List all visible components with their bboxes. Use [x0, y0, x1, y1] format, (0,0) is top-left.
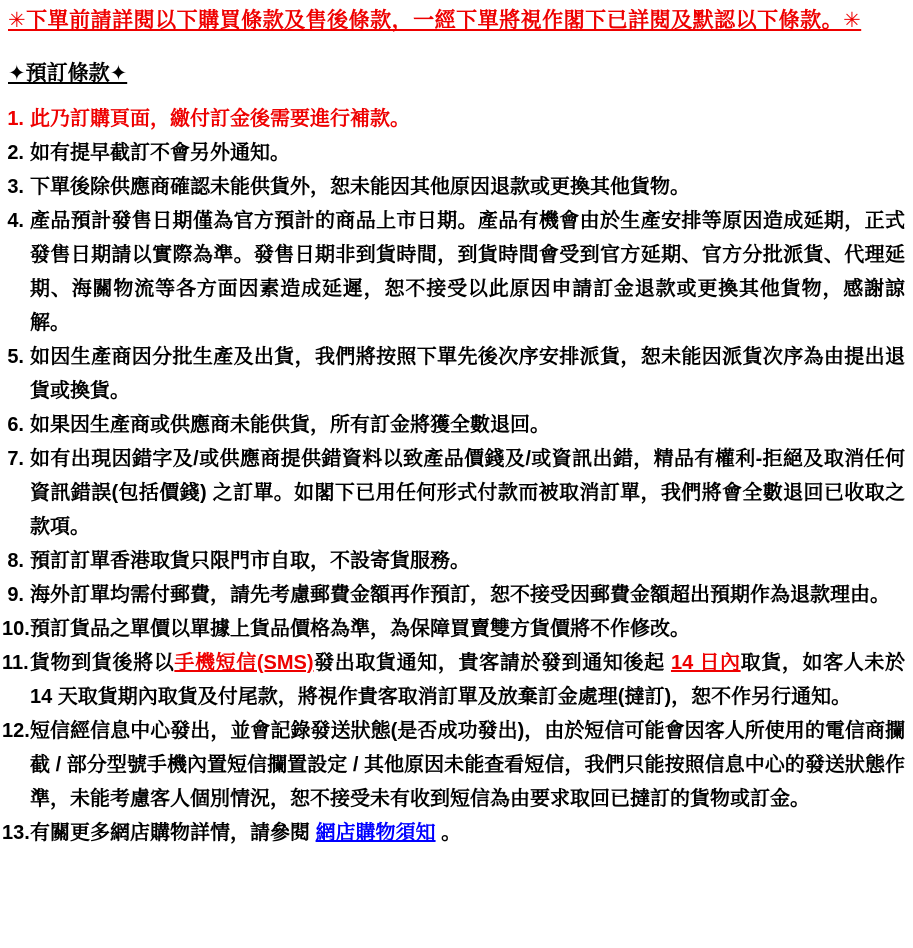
term-item-6	[2, 408, 905, 442]
item-text: 如因生產商因分批生產及出貨，我們將按照下單先後次序安排派貨，恕未能因派貨次序為由提出退貨或換貨。	[30, 346, 905, 402]
item-number: 3.	[7, 176, 24, 198]
item-text: 產品預計發售日期僅為官方預計的商品上市日期。產品有機會由於生產安排等原因造成延期，正式發售日期請以實際為準。發售日期非到貨時間，到貨時間會受到官方延期、官方分批派貨、代理延期、海關物流等各方面因素造成延遲，恕不接受以此原因申請訂金退款或更換其他貨物，感謝諒解。	[30, 210, 905, 334]
item-number: 11.	[2, 652, 29, 674]
item-text: 預訂訂單香港取貨只限門市自取，不設寄貨服務。	[30, 550, 470, 572]
item-text	[30, 646, 905, 714]
item-number: 9.	[7, 584, 24, 606]
item-text-segment: 。	[435, 822, 462, 844]
term-item-12	[2, 714, 905, 816]
item-number: 8.	[7, 550, 24, 572]
item-text: 如有出現因錯字及/或供應商提供錯資料以致產品價錢及/或資訊出錯，精品有權利-拒絕及取消任何資訊錯誤(包括價錢) 之訂單。如閣下已用任何形式付款而被取消訂單，我們將會全數退回已收取之款項。	[30, 448, 905, 538]
item-text: 短信經信息中心發出，並會記錄發送狀態(是否成功發出)，由於短信可能會因客人所使用的電信商攔截 / 部分型號手機內置短信攔置設定 / 其他原因未能查看短信，我們只能按照信息中心的發送狀態作準，未能考慮客人個別情況，恕不接受未有收到短信為由要求取回已撻訂的貨物或訂金。	[30, 720, 905, 810]
item-number: 4.	[7, 210, 24, 232]
item-number: 12.	[2, 720, 30, 742]
purchase-notice-title: ✳下單前請詳閱以下購買條款及售後條款，一經下單將視作閣下已詳閱及默認以下條款。✳	[8, 9, 862, 32]
item-text-segment: 取貨，如客人未於 14 天取貨期內取貨及付尾款，將視作貴客取消訂單及放棄訂金處理(撻訂)，恕不作另行通知。	[30, 652, 906, 708]
item-number: 2.	[7, 142, 24, 164]
term-item-5	[2, 340, 905, 408]
term-item-11	[2, 646, 905, 714]
term-item-7	[2, 442, 905, 544]
terms-list	[2, 102, 905, 850]
item-text: 海外訂單均需付郵費，請先考慮郵費金額再作預訂，恕不接受因郵費金額超出預期作為退款理由。	[30, 584, 890, 606]
item-number: 1.	[7, 108, 24, 130]
item-text: 下單後除供應商確認未能供貨外，恕未能因其他原因退款或更換其他貨物。	[30, 176, 690, 198]
item-text-segment: 發出取貨通知，貴客請於發到通知後起	[313, 652, 671, 674]
term-item-2	[2, 136, 905, 170]
item-text	[30, 816, 905, 850]
term-item-8	[2, 544, 905, 578]
term-item-10	[2, 612, 905, 646]
shop-guide-link[interactable]: 網店購物須知	[315, 822, 436, 844]
item-text: 此乃訂購頁面，繳付訂金後需要進行補款。	[30, 108, 410, 130]
item-text: 如有提早截訂不會另外通知。	[30, 142, 290, 164]
item-number: 7.	[7, 448, 24, 470]
item-text-segment: 有關更多網店購物詳情，請參閱	[30, 822, 316, 844]
term-item-9	[2, 578, 905, 612]
term-item-3	[2, 170, 905, 204]
preorder-terms-section-title: ✦預訂條款✦	[8, 62, 128, 85]
term-item-13	[2, 816, 905, 850]
item-number: 10.	[2, 618, 30, 640]
term-item-4	[2, 204, 905, 340]
sms-highlight: 手機短信(SMS)	[174, 652, 314, 674]
item-text: 如果因生產商或供應商未能供貨，所有訂金將獲全數退回。	[30, 414, 550, 436]
pickup-deadline-highlight: 14 日內	[670, 652, 741, 674]
item-text: 預訂貨品之單價以單據上貨品價格為準，為保障買賣雙方貨價將不作修改。	[30, 618, 690, 640]
item-text-segment: 貨物到貨後將以	[30, 652, 175, 674]
term-item-1	[2, 102, 905, 136]
item-number: 6.	[7, 414, 24, 436]
item-number: 13.	[2, 822, 30, 844]
item-number: 5.	[7, 346, 24, 368]
